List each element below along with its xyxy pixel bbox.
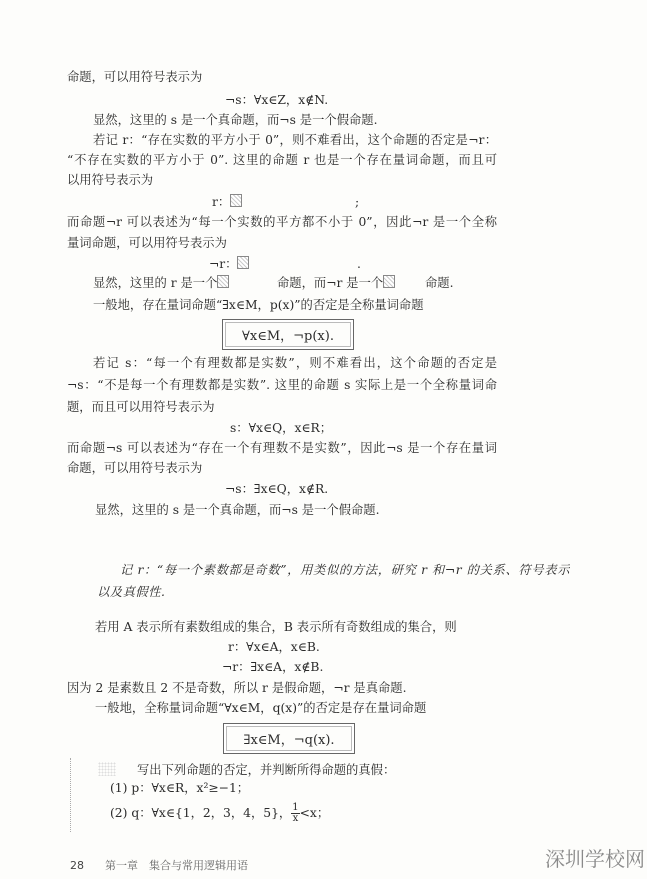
text-line: “不存在实数的平方小于 0”. 这里的命题 r 也是一个存在量词命题，而且可 [67,153,497,167]
text-segment: 命题，而¬r 是一个 [277,276,384,290]
text-line: 一般地，存在量词命题“∃x∈M，p(x)”的否定是全称量词命题 [93,298,424,312]
text-line: 而命题¬s 可以表述为“存在一个有理数不是实数”，因此¬s 是一个存在量词 [67,441,497,455]
text-line: 若记 r：“存在实数的平方小于 0”，则不难看出，这个命题的否定是¬r： [93,133,497,147]
text-line: ¬s：“不是每一个有理数都是实数”. 这里的命题 s 实际上是一个全称量词命 [67,378,497,392]
text-segment: <x； [299,806,330,820]
text-line: 显然，这里的 s 是一个真命题，而¬s 是一个假命题. [93,113,378,127]
page-number: 28 [70,859,84,872]
explore-text: 以及真假性. [97,585,166,599]
formula-label: ¬r： [209,257,238,271]
text-line: 命题，可以用符号表示为 [67,70,203,84]
text-line: 而命题¬r 可以表述为“每一个实数的平方都不小于 0”，因此¬r 是一个全称 [67,215,497,229]
formula: ¬r：∃x∈A，x∉B. [222,660,324,674]
text-line: 若记 s：“每一个有理数都是实数”，则不难看出，这个命题的否定是 [93,356,497,370]
denominator: x [292,813,299,824]
exercise-item [110,802,329,824]
text-line: 以用符号表示为 [67,173,154,187]
formula-label: r： [212,195,231,209]
formula-end: ; [355,195,360,209]
exercise-prompt: 写出下列命题的否定，并判断所得命题的真假： [137,763,396,777]
formula [209,256,249,272]
numerator: 1 [292,802,299,813]
image-placeholder-icon [217,275,229,288]
formula: s：∀x∈Q，x∈R； [230,421,333,435]
formula: r：∀x∈A，x∈B. [228,640,320,654]
formula: ¬s：∃x∈Q，x∉R. [225,482,329,496]
exercise-icon [98,762,116,776]
image-placeholder-icon [237,256,249,269]
text-line: 若用 A 表示所有素数组成的集合，B 表示所有奇数组成的集合，则 [95,620,457,634]
text-line: 因为 2 是素数且 2 不是奇数，所以 r 是假命题，¬r 是真命题. [67,681,407,695]
boxed-formula: ∃x∈M，¬q(x). [223,723,355,754]
explore-text: 记 r：“每一个素数都是奇数”，用类似的方法，研究 r 和¬r 的关系、符号表示 [120,563,570,577]
watermark: 深圳学校网 [545,847,645,871]
formula-end: . [357,257,361,271]
text-line: 命题，可以用符号表示为 [67,461,203,475]
exercise-margin-line [70,758,71,832]
text-line: 题，而且可以用符号表示为 [67,400,215,414]
text-line: 显然，这里的 s 是一个真命题，而¬s 是一个假命题. [95,503,380,517]
text-line [93,275,229,291]
text-segment: 命题. [425,276,454,290]
chapter-title: 第一章 集合与常用逻辑用语 [105,859,248,872]
text-segment: 显然，这里的 r 是一个 [93,276,218,290]
text-segment: (2) q：∀x∈{1，2，3，4，5}， [110,806,292,820]
text-line: 量词命题，可以用符号表示为 [67,236,227,250]
text-line: 一般地，全称量词命题“∀x∈M，q(x)”的否定是存在量词命题 [95,701,427,715]
formula [212,194,242,210]
fraction [291,803,299,824]
boxed-formula: ∀x∈M，¬p(x). [222,319,354,350]
formula: ¬s：∀x∈Z，x∉N. [225,93,329,107]
text-line [277,275,395,291]
image-placeholder-icon [230,194,242,207]
exercise-item: (1) p：∀x∈R，x²≥−1； [110,781,250,795]
image-placeholder-icon [383,275,395,288]
